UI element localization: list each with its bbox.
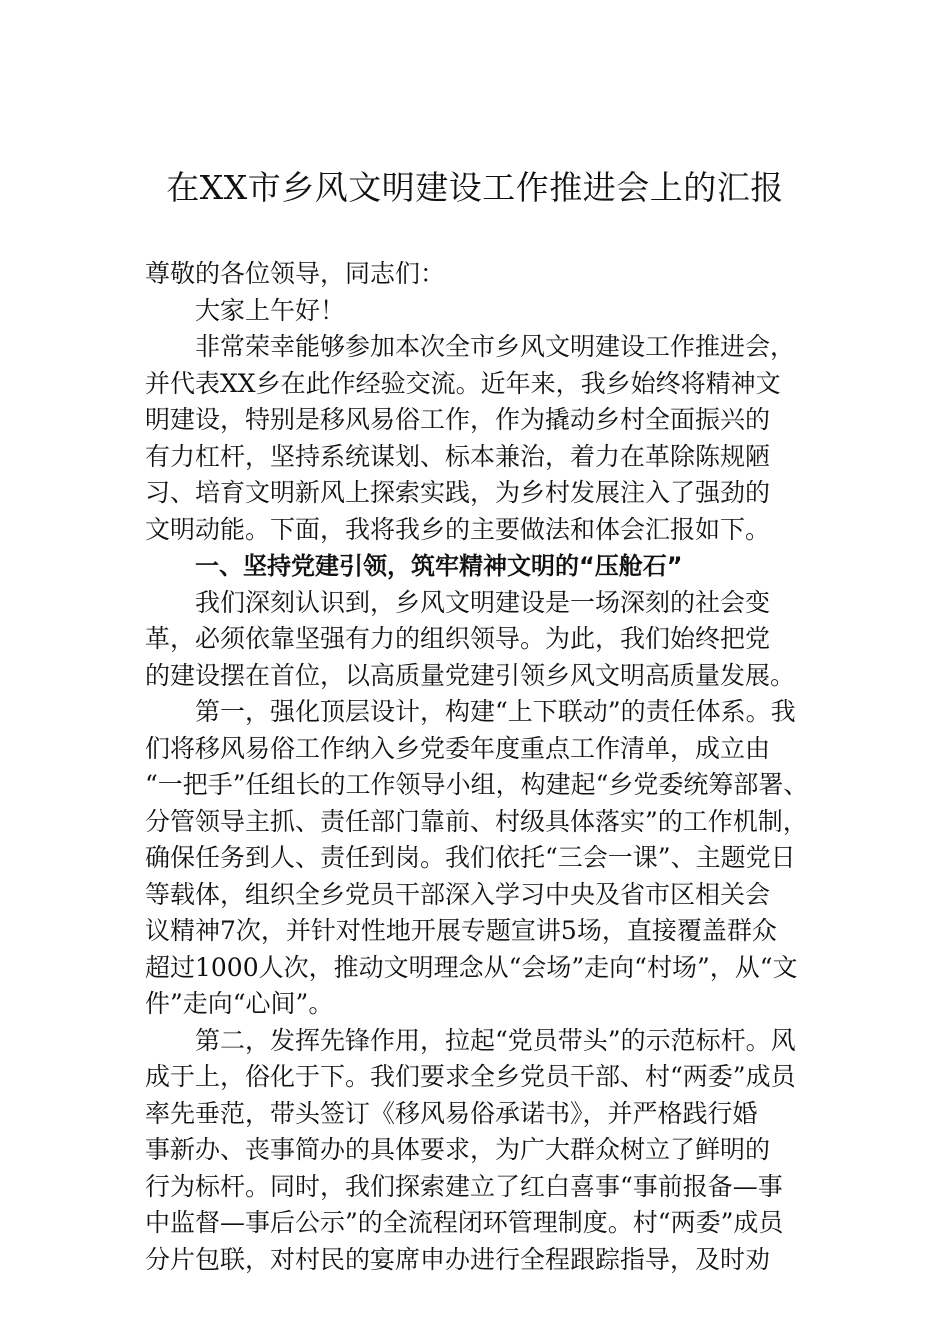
paragraph-line: 有力杠杆，坚持系统谋划、标本兼治，着力在革除陈规陋	[145, 441, 771, 471]
paragraph-line: 行为标杆。同时，我们探索建立了红白喜事“事前报备—事	[145, 1171, 783, 1201]
paragraph-line: 革，必须依靠坚强有力的组织领导。为此，我们始终把党	[145, 624, 771, 653]
paragraph-line: 确保任务到人、责任到岗。我们依托“三会一课”、主题党日	[145, 843, 796, 872]
paragraph-line: 第一，强化顶层设计，构建“上下联动”的责任体系。我	[195, 697, 796, 726]
greeting-line: 大家上午好！	[195, 295, 346, 325]
paragraph-line: 等载体，组织全乡党员干部深入学习中央及省市区相关会	[145, 879, 771, 909]
paragraph-line: 第二，发挥先锋作用，拉起“党员带头”的示范标杆。风	[195, 1025, 796, 1055]
paragraph-line: 非常荣幸能够参加本次全市乡风文明建设工作推进会，	[195, 332, 796, 361]
paragraph-line: 事新办、丧事简办的具体要求，为广大群众树立了鲜明的	[145, 1135, 771, 1164]
paragraph-line: 议精神7次，并针对性地开展专题宣讲5场，直接覆盖群众	[145, 916, 777, 945]
paragraph-line: 文明动能。下面，我将我乡的主要做法和体会汇报如下。	[145, 514, 771, 544]
paragraph-line: 分片包联，对村民的宴席申办进行全程跟踪指导，及时劝	[145, 1244, 771, 1274]
paragraph-line: 我们深刻认识到，乡风文明建设是一场深刻的社会变	[195, 587, 771, 617]
paragraph-line: 并代表XX乡在此作经验交流。近年来，我乡始终将精神文	[145, 368, 781, 398]
paragraph-line: 明建设，特别是移风易俗工作，作为撬动乡村全面振兴的	[145, 405, 771, 434]
paragraph-line: 分管领导主抓、责任部门靠前、村级具体落实”的工作机制，	[145, 806, 808, 836]
paragraph-line: 超过1000人次，推动文明理念从“会场”走向“村场”，从“文	[145, 952, 798, 982]
document-title: 在XX市乡风文明建设工作推进会上的汇报	[166, 168, 784, 207]
paragraph-line: 中监督—事后公示”的全流程闭环管理制度。村“两委”成员	[145, 1208, 784, 1237]
paragraph-line: 习、培育文明新风上探索实践，为乡村发展注入了强劲的	[145, 478, 771, 507]
document-body	[145, 256, 825, 1278]
paragraph-line: “一把手”任组长的工作领导小组，构建起“乡党委统筹部署、	[145, 770, 809, 799]
paragraph-line: 成于上，俗化于下。我们要求全乡党员干部、村“两委”成员	[145, 1062, 796, 1091]
paragraph-line: 们将移风易俗工作纳入乡党委年度重点工作清单，成立由	[145, 733, 771, 763]
salutation-line: 尊敬的各位领导，同志们：	[145, 259, 446, 288]
paragraph-line: 件”走向“心间”。	[145, 989, 334, 1018]
section-heading: 一、坚持党建引领，筑牢精神文明的“压舱石”	[195, 552, 683, 580]
paragraph-line: 率先垂范，带头签订《移风易俗承诺书》，并严格践行婚	[145, 1098, 758, 1128]
paragraph-line: 的建设摆在首位，以高质量党建引领乡风文明高质量发展。	[145, 660, 796, 690]
